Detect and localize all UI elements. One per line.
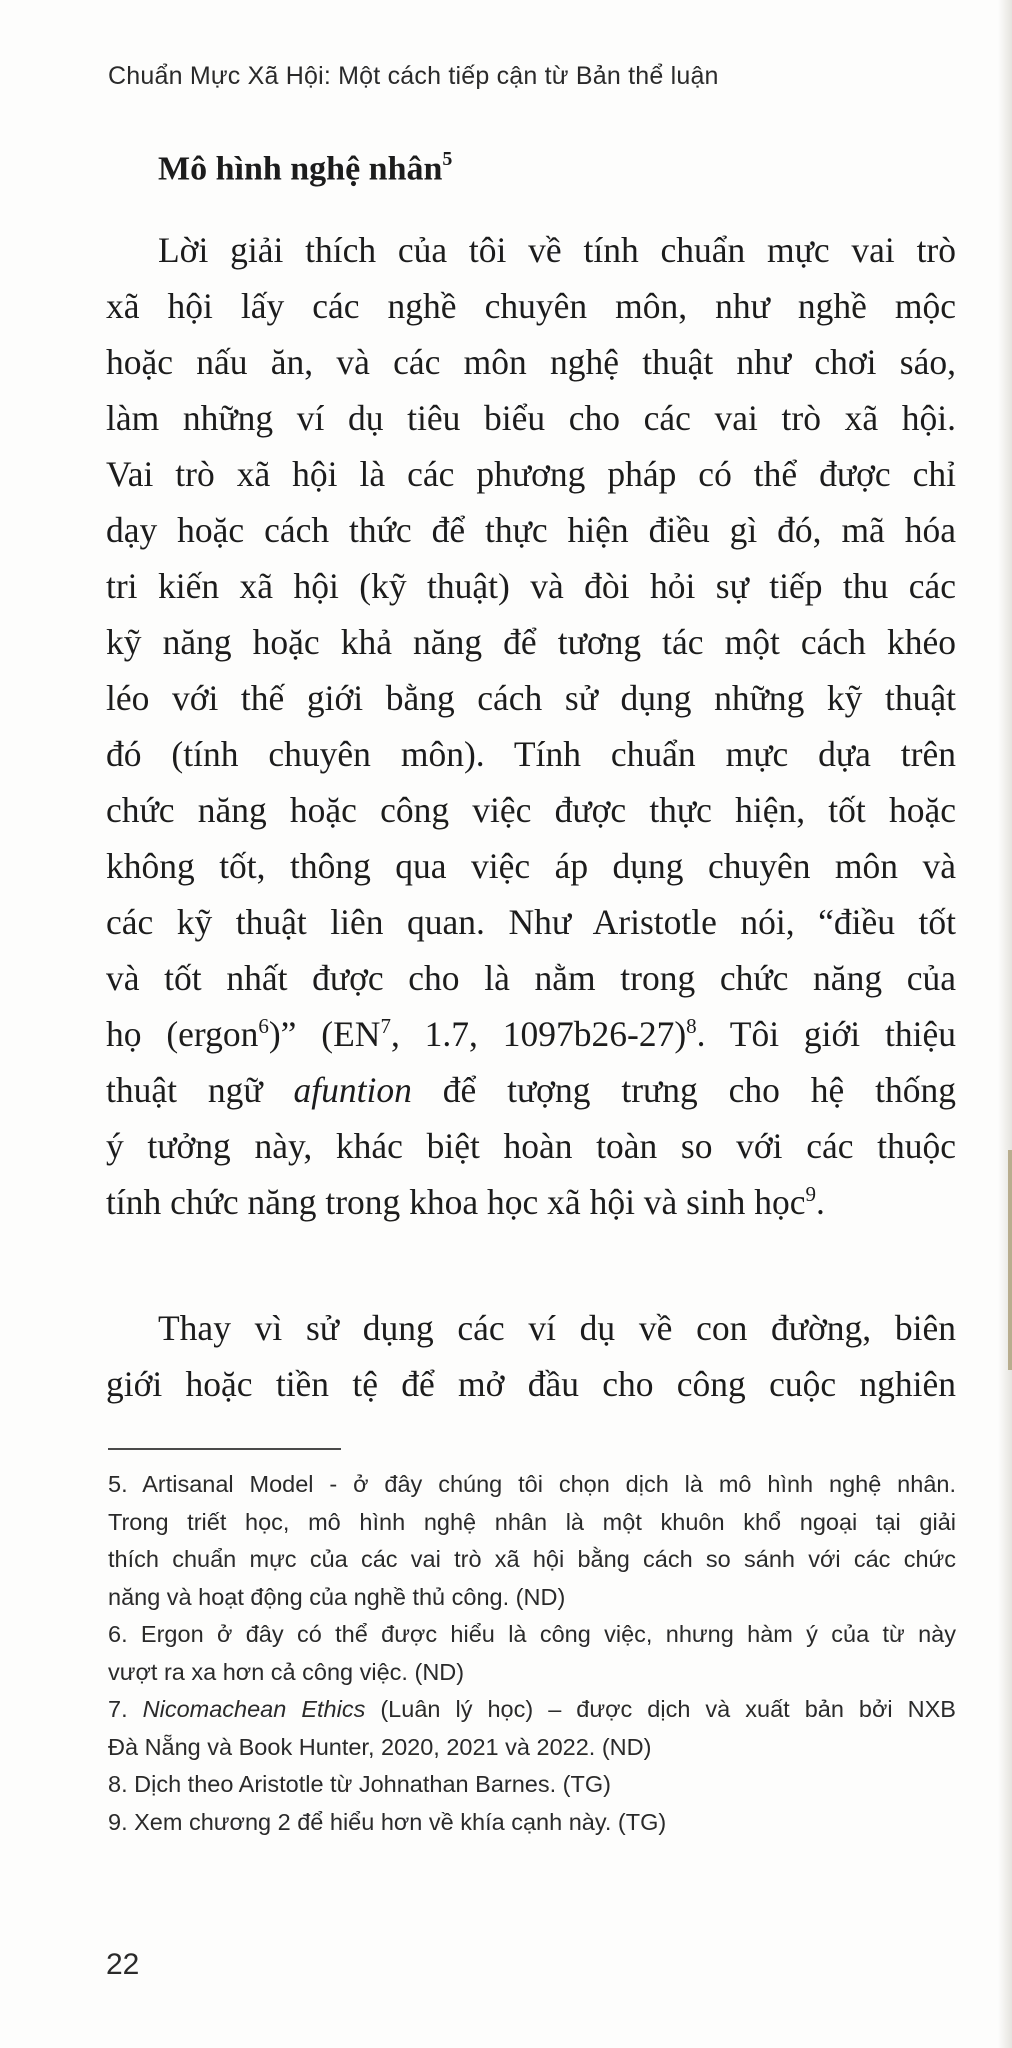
- footnote-divider: [108, 1448, 341, 1450]
- text-line: đó (tính chuyên môn). Tính chuẩn mực dựa trên: [106, 734, 956, 774]
- page-number: 22: [106, 1948, 140, 1981]
- text-line-last: [106, 1174, 956, 1230]
- footnote-ref-8: 8: [686, 1014, 697, 1039]
- footnote-7-line: Đà Nẵng và Book Hunter, 2020, 2021 và 2022. (ND): [108, 1733, 652, 1760]
- paragraph-1: [106, 222, 956, 1230]
- text-line: kỹ năng hoặc khả năng để tương tác một cách khéo: [106, 622, 956, 662]
- footnote-ref-7: 7: [380, 1014, 391, 1039]
- footnote-6-line: 6. Ergon ở đây có thể được hiểu là công việc, nhưng hàm ý của từ này: [108, 1621, 956, 1647]
- text-line: và tốt nhất được cho là nằm trong chức năng của: [106, 958, 956, 998]
- text-fragment: để tượng trưng cho hệ thống: [411, 1070, 957, 1110]
- text-fragment: , 1.7, 1097b26-27): [390, 1014, 687, 1054]
- footnote-6-line: vượt ra xa hơn cả công việc. (ND): [108, 1658, 465, 1685]
- footnote-5-line: 5. Artisanal Model - ở đây chúng tôi chọn dịch là mô hình nghệ nhân.: [108, 1471, 956, 1497]
- text-line: xã hội lấy các nghề chuyên môn, như nghề mộc: [106, 286, 956, 326]
- footnote-7-line: [108, 1691, 956, 1729]
- section-heading-footnote-ref: 5: [442, 148, 453, 170]
- text-fragment: 7.: [108, 1696, 143, 1722]
- text-line: hoặc nấu ăn, và các môn nghệ thuật như chơi sáo,: [106, 342, 956, 382]
- italic-term: afuntion: [293, 1070, 412, 1110]
- text-fragment: tính chức năng trong khoa học xã hội và sinh học: [106, 1182, 806, 1222]
- text-line: dạy hoặc cách thức để thực hiện điều gì đó, mã hóa: [106, 510, 956, 550]
- text-fragment: họ (ergon: [106, 1014, 259, 1054]
- paragraph-2: [106, 1300, 956, 1412]
- text-line: Thay vì sử dụng các ví dụ về con đường, biên: [158, 1308, 956, 1348]
- text-line: làm những ví dụ tiêu biểu cho các vai trò xã hội.: [106, 398, 956, 438]
- text-line: không tốt, thông qua việc áp dụng chuyên môn và: [106, 846, 956, 886]
- footnote-5-line: năng và hoạt động của nghề thủ công. (ND): [108, 1583, 566, 1610]
- text-fragment: .: [816, 1182, 825, 1222]
- text-line: ý tưởng này, khác biệt hoàn toàn so với các thuộc: [106, 1126, 956, 1166]
- text-line: giới hoặc tiền tệ để mở đầu cho công cuộc nghiên: [106, 1364, 956, 1404]
- footnote-9-line: 9. Xem chương 2 để hiểu hơn về khía cạnh này. (TG): [108, 1808, 667, 1835]
- text-line: Vai trò xã hội là các phương pháp có thể được chỉ: [106, 454, 956, 494]
- book-title: Nicomachean Ethics: [142, 1696, 366, 1722]
- text-fragment: thuật ngữ: [106, 1070, 294, 1110]
- footnotes: [108, 1466, 956, 1841]
- text-line-with-citations: [106, 1006, 956, 1062]
- section-heading: [158, 150, 452, 188]
- text-fragment: )” (EN: [268, 1014, 381, 1054]
- footnote-ref-9: 9: [805, 1182, 816, 1207]
- footnote-ref-6: 6: [258, 1014, 269, 1039]
- text-line: tri kiến xã hội (kỹ thuật) và đòi hỏi sự tiếp thu các: [106, 566, 956, 606]
- text-line: chức năng hoặc công việc được thực hiện, tốt hoặc: [106, 790, 956, 830]
- section-heading-text: Mô hình nghệ nhân: [158, 150, 443, 188]
- text-fragment: (Luân lý học) – được dịch và xuất bản bởi NXB: [365, 1696, 956, 1722]
- footnote-5-line: thích chuẩn mực của các vai trò xã hội bằng cách so sánh với các chức: [108, 1546, 956, 1572]
- text-line: các kỹ thuật liên quan. Như Aristotle nói, “điều tốt: [106, 902, 956, 942]
- footnote-8-line: 8. Dịch theo Aristotle từ Johnathan Barnes. (TG): [108, 1771, 611, 1797]
- page-edge-mark: [1008, 1150, 1012, 1370]
- page-edge-shadow: [998, 0, 1012, 2048]
- text-line: Lời giải thích của tôi về tính chuẩn mực vai trò: [158, 230, 956, 270]
- text-line: léo với thế giới bằng cách sử dụng những kỹ thuật: [106, 678, 956, 718]
- text-line-with-term: [106, 1062, 956, 1118]
- footnote-5-line: Trong triết học, mô hình nghệ nhân là một khuôn khổ ngoại tại giải: [108, 1508, 956, 1535]
- running-header: Chuẩn Mực Xã Hội: Một cách tiếp cận từ Bản thể luận: [108, 62, 719, 90]
- text-fragment: . Tôi giới thiệu: [696, 1014, 956, 1054]
